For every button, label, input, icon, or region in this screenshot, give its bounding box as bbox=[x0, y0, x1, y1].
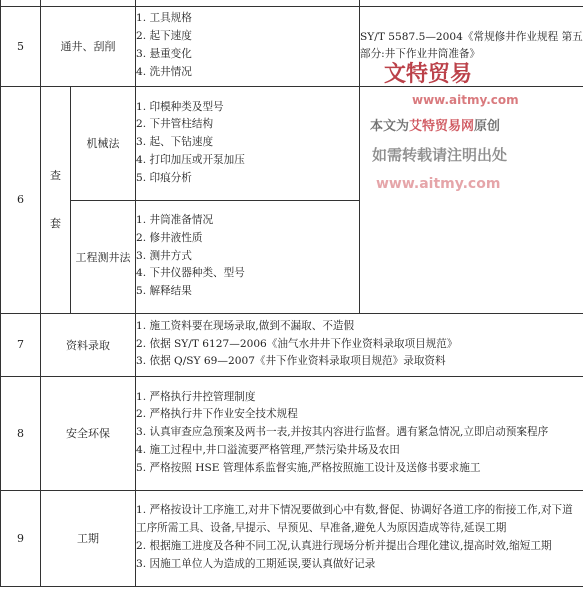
content-cell bbox=[136, 376, 583, 490]
list-item: 2. 起下速度 bbox=[136, 30, 192, 43]
row-number: 6 bbox=[1, 86, 41, 313]
list-item: 1. 严格执行井控管理制度 bbox=[136, 390, 256, 403]
list-item: 3. 起、下钻速度 bbox=[136, 136, 214, 149]
list-item: 2. 根据施工进度及各种不同工况,认真进行现场分析并提出合理化建议,提高时效,缩短工期 bbox=[136, 540, 552, 552]
list-item: 1. 严格按设计工序施工,对井下情况要做到心中有数,督促、协调好各道工序的衔接工作,对下道工序所需工具、设备,早提示、早预见、早准备,避免人为原因造成等待,延误工期 bbox=[136, 504, 573, 535]
content-cell bbox=[136, 200, 360, 313]
item-name-vertical bbox=[41, 86, 71, 313]
content-cell bbox=[136, 6, 360, 86]
row-number: 5 bbox=[1, 6, 41, 86]
list-item: 1. 工具规格 bbox=[136, 12, 192, 25]
watermark-reprint-notice: 如需转载请注明出处 bbox=[372, 146, 508, 164]
list-item: 2. 修井液性质 bbox=[136, 231, 203, 244]
list-item: 3. 因施工单位人为造成的工期延误,要认真做好记录 bbox=[136, 557, 376, 570]
item-char: 套 bbox=[50, 216, 61, 230]
list-item: 3. 悬重变化 bbox=[136, 48, 192, 60]
watermark-notice bbox=[370, 115, 500, 134]
table-row bbox=[1, 313, 583, 376]
watermark-url-2: www.aitmy.com bbox=[376, 176, 501, 192]
list-item: 3. 测井方式 bbox=[136, 249, 192, 262]
list-item: 4. 下井仪器种类、型号 bbox=[136, 267, 245, 280]
table-row bbox=[1, 376, 583, 490]
list-item: 4. 打印加压或开泵加压 bbox=[136, 153, 245, 166]
table-row bbox=[1, 6, 583, 86]
row-number: 7 bbox=[1, 313, 41, 376]
content-cell bbox=[136, 490, 583, 586]
watermark-logo: 文特贸易 bbox=[384, 62, 473, 87]
content-cell bbox=[136, 86, 360, 200]
list-item: 2. 严格执行井下作业安全技术规程 bbox=[136, 408, 298, 421]
item-name: 工期 bbox=[41, 490, 136, 586]
item-name: 通井、刮削 bbox=[41, 6, 136, 86]
table-row bbox=[1, 490, 583, 586]
item-name: 资料录取 bbox=[41, 313, 136, 376]
list-item: 3. 依据 Q/SY 69—2007《井下作业资料录取项目规范》录取资料 bbox=[136, 355, 446, 368]
row-number: 8 bbox=[1, 376, 41, 490]
list-item: 3. 认真审查应急预案及两书一表,并按其内容进行监督。遇有紧急情况,立即启动预案程序 bbox=[136, 426, 549, 439]
list-item: 1. 施工资料要在现场录取,做到不漏取、不造假 bbox=[136, 319, 355, 332]
content-cell bbox=[136, 313, 583, 376]
list-item: 2. 依据 SY/T 6127—2006《油气水井井下作业资料录取项目规范》 bbox=[136, 337, 458, 350]
list-item: 5. 严格按照 HSE 管理体系监督实施,严格按照施工设计及送修书要求施工 bbox=[136, 461, 481, 474]
list-item: 4. 洗井情况 bbox=[136, 65, 192, 78]
list-item: 1. 印模种类及型号 bbox=[136, 100, 224, 113]
method-label: 机械法 bbox=[71, 86, 136, 200]
list-item: 5. 印痕分析 bbox=[136, 171, 192, 184]
list-item: 1. 井筒准备情况 bbox=[136, 214, 214, 226]
watermark-brand: 艾特贸易网 bbox=[409, 119, 475, 134]
list-item: 2. 下井管柱结构 bbox=[136, 118, 214, 131]
watermark-prefix: 本文为 bbox=[370, 119, 410, 134]
list-item: 4. 施工过程中,井口溢流要严格管理,严禁污染井场及农田 bbox=[136, 443, 400, 456]
watermark-suffix: 原创 bbox=[474, 119, 501, 134]
row-number: 9 bbox=[1, 490, 41, 586]
watermark-url: www.aitmy.com bbox=[412, 93, 519, 107]
standard-cell: SY/T 5587.5—2004《常规修井作业规程 第五部分:井下作业井筒准备》 bbox=[360, 6, 583, 86]
item-char: 查 bbox=[50, 168, 61, 182]
item-name: 安全环保 bbox=[41, 376, 136, 490]
method-label: 工程测井法 bbox=[71, 200, 136, 313]
list-item: 5. 解释结果 bbox=[136, 285, 192, 298]
